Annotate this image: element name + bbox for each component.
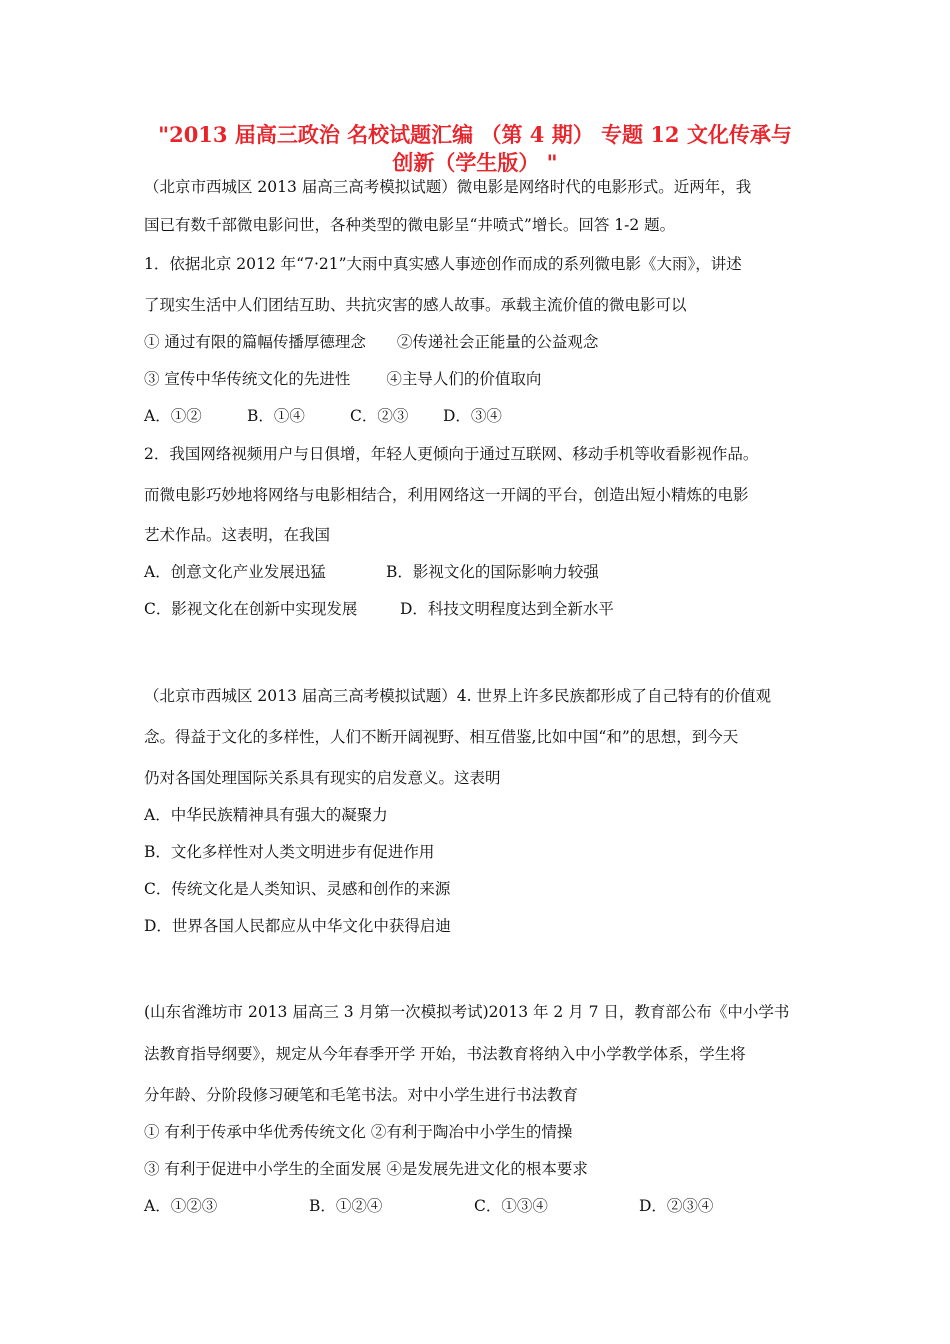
q5-stem-line-3: 分年龄、分阶段修习硬笔和毛笔书法。对中小学生进行书法教育: [144, 1086, 579, 1104]
q2-option-c: C．影视文化在创新中实现发展: [144, 600, 358, 618]
q5-statement-line-2: ③ 有利于促进中小学生的全面发展 ④是发展先进文化的根本要求: [144, 1160, 588, 1178]
q2-option-d: D．科技文明程度达到全新水平: [400, 600, 614, 618]
q1-option-b: B．①④: [247, 407, 305, 425]
q5-stem-line-1: (山东省潍坊市 2013 届高三 3 月第一次模拟考试)2013 年 2 月 7 日，教育部公布《中小学书: [144, 1003, 790, 1021]
q2-stem-line-1: 2．我国网络视频用户与日俱增，年轻人更倾向于通过互联网、移动手机等收看影视作品。: [144, 445, 759, 463]
q4-stem-line-2: 念。得益于文化的多样性，人们不断开阔视野、相互借鉴,比如中国“和”的思想，到今天: [144, 728, 739, 746]
document-title-line-2: 创新（学生版） ": [392, 150, 558, 175]
q4-option-d: D．世界各国人民都应从中华文化中获得启迪: [144, 917, 451, 935]
q2-option-b: B．影视文化的国际影响力较强: [386, 563, 599, 581]
section1-intro-line-1: （北京市西城区 2013 届高三高考模拟试题）微电影是网络时代的电影形式。近两年，我: [144, 178, 752, 196]
q1-statement-line-1: ① 通过有限的篇幅传播厚德理念 ②传递社会正能量的公益观念: [144, 333, 599, 351]
q4-option-b: B．文化多样性对人类文明进步有促进作用: [144, 843, 435, 861]
q5-option-a: A．①②③: [144, 1197, 218, 1215]
q4-stem-line-3: 仍对各国处理国际关系具有现实的启发意义。这表明: [144, 769, 501, 787]
q1-stem-line-1: 1．依据北京 2012 年“7·21”大雨中真实感人事迹创作而成的系列微电影《大雨》，讲述: [144, 255, 742, 273]
q5-statement-line-1: ① 有利于传承中华优秀传统文化 ②有利于陶冶中小学生的情操: [144, 1123, 573, 1141]
q5-option-d: D．②③④: [639, 1197, 714, 1215]
q5-option-c: C．①③④: [474, 1197, 548, 1215]
q1-stem-line-2: 了现实生活中人们团结互助、共抗灾害的感人故事。承载主流价值的微电影可以: [144, 296, 687, 314]
q1-statement-line-2: ③ 宣传中华传统文化的先进性 ④主导人们的价值取向: [144, 370, 542, 388]
q4-option-c: C．传统文化是人类知识、灵感和创作的来源: [144, 880, 451, 898]
document-title-line-1: "2013 届高三政治 名校试题汇编 （第 4 期） 专题 12 文化传承与: [158, 122, 792, 147]
q5-option-b: B．①②④: [309, 1197, 383, 1215]
q4-stem-line-1: （北京市西城区 2013 届高三高考模拟试题）4. 世界上许多民族都形成了自己特有的价值观: [144, 687, 772, 705]
q1-option-c: C．②③: [350, 407, 409, 425]
q2-stem-line-3: 艺术作品。这表明，在我国: [144, 526, 331, 544]
q2-stem-line-2: 而微电影巧妙地将网络与电影相结合，利用网络这一开阔的平台，创造出短小精炼的电影: [144, 486, 749, 504]
q2-option-a: A．创意文化产业发展迅猛: [144, 563, 326, 581]
q1-option-a: A．①②: [144, 407, 202, 425]
q1-option-d: D．③④: [443, 407, 502, 425]
section1-intro-line-2: 国已有数千部微电影问世，各种类型的微电影呈“井喷式”增长。回答 1-2 题。: [144, 216, 676, 234]
q4-option-a: A．中华民族精神具有强大的凝聚力: [144, 806, 388, 824]
q5-stem-line-2: 法教育指导纲要》，规定从今年春季开学 开始，书法教育将纳入中小学教学体系，学生将: [144, 1045, 746, 1063]
